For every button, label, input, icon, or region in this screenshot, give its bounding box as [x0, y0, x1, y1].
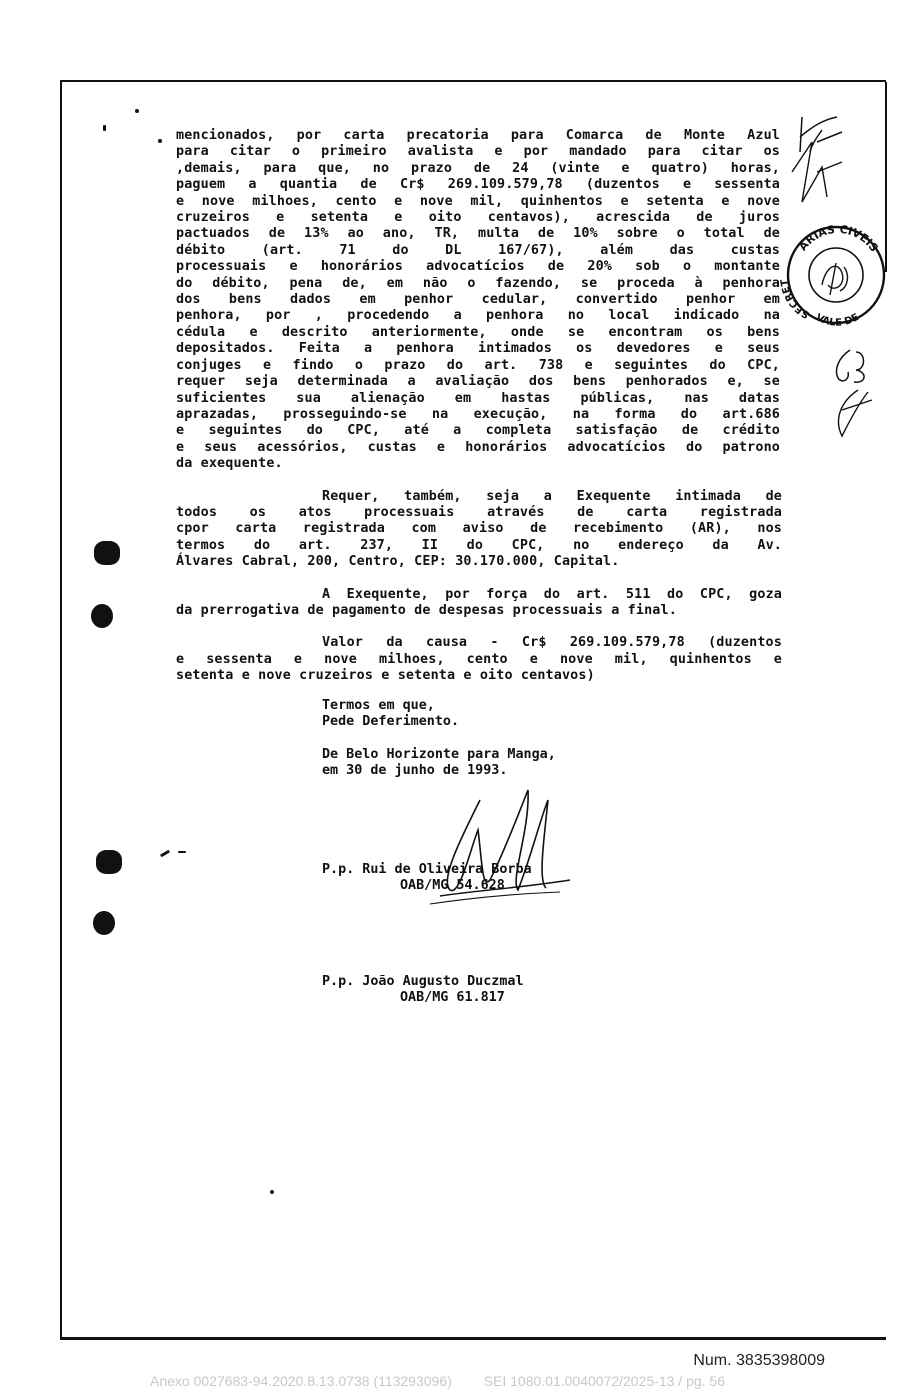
signatory-1-name: P.p. Rui de Oliveira Borba	[322, 862, 532, 877]
text-line: Álvares Cabral, 200, Centro, CEP: 30.170.000, Capital.	[176, 554, 620, 570]
handwritten-page-mark	[820, 340, 880, 440]
paragraph-3	[176, 587, 782, 620]
stamp-text-left: SECRET	[779, 278, 812, 321]
paragraph-4	[176, 635, 782, 684]
handwritten-signature	[420, 770, 580, 910]
text-line: ,demais, para que, no prazo de 24 (vinte e quatro) horas,	[176, 160, 780, 176]
court-stamp	[780, 215, 890, 330]
speck-mark	[135, 109, 139, 113]
text-line: Valor da causa - Cr$ 269.109.579,78 (duzentos	[322, 635, 782, 651]
text-line: penhora, por , procedendo a penhora no local indicado na	[176, 308, 780, 324]
petition-body	[176, 128, 780, 685]
closing-line-1: Termos em que,	[322, 698, 435, 713]
svg-text:ARIAS CIVEIS	[796, 223, 881, 255]
text-line: e nove milhoes, cento e nove mil, quinhentos e setenta e nove	[176, 193, 780, 209]
svg-text:VALE DE	[814, 312, 861, 329]
footer-reference	[150, 1373, 753, 1389]
text-line: todos os atos processuais através de carta registrada	[176, 504, 782, 520]
text-line: Requer, também, seja a Exequente intimada de	[322, 488, 782, 504]
text-line: e seguintes do CPC, até a completa satisfação de crédito	[176, 423, 780, 439]
speck-mark	[103, 125, 106, 131]
text-line: conjuges e findo o prazo do art. 738 e seguintes do CPC,	[176, 357, 780, 373]
paragraph-1	[176, 128, 780, 473]
speck-mark	[158, 139, 162, 143]
text-line: e sessenta e nove milhoes, cento e nove mil, quinhentos e	[176, 651, 782, 667]
text-line: para citar o primeiro avalista e por mandado para citar os	[176, 144, 780, 160]
text-line: aprazadas, prosseguindo-se na execução, na forma do art.686	[176, 406, 780, 422]
text-line: pactuados de 13% ao ano, TR, multa de 10% sobre o total de	[176, 226, 780, 242]
margin-initials	[782, 112, 852, 232]
stamp-text-top: ARIAS CIVEIS	[796, 222, 881, 255]
stamp-text-bottom: VALE DE	[813, 311, 861, 329]
text-line: e seus acessórios, custas e honorários advocatícios do patrono	[176, 439, 780, 455]
punch-hole	[91, 604, 113, 628]
text-line: da exequente.	[176, 456, 283, 472]
closing-block	[322, 698, 459, 731]
speck-mark	[270, 1190, 274, 1194]
signatory-2-name: P.p. João Augusto Duczmal	[322, 974, 524, 989]
punch-hole	[96, 850, 122, 874]
text-line: mencionados, por carta precatoria para Comarca de Monte Azul	[176, 128, 780, 143]
text-line: do débito, pena de, em não o fazendo, se proceda à penhora	[176, 275, 780, 291]
sei-reference: SEI 1080.01.0040072/2025-13 / pg. 56	[483, 1373, 725, 1389]
text-line: A Exequente, por força do art. 511 do CPC, goza	[322, 586, 782, 602]
text-line: setenta e nove cruzeiros e setenta e oito centavos)	[176, 668, 595, 684]
text-line: suficientes sua alienação em hastas públicas, nas datas	[176, 390, 780, 406]
signatory-2-oab: OAB/MG 61.817	[400, 990, 505, 1006]
text-line: da prerrogativa de pagamento de despesas processuais a final.	[176, 602, 677, 618]
text-line: paguem a quantia de Cr$ 269.109.579,78 (duzentos e sessenta	[176, 177, 780, 193]
text-line: processuais e honorários advocatícios de 20% sob o montante	[176, 259, 780, 275]
closing-line-2: Pede Deferimento.	[322, 714, 460, 730]
paragraph-2	[176, 489, 782, 571]
speck-mark	[178, 851, 186, 853]
text-line: cédula e descrito anteriormente, onde se encontram os bens	[176, 324, 780, 340]
date-line: em 30 de junho de 1993.	[322, 763, 508, 779]
text-line: depositados. Feita a penhora intimados os devedores e seus	[176, 341, 780, 357]
page-mark-text: 65	[820, 340, 821, 341]
text-line: cruzeiros e setenta e oito centavos), acrescida de juros	[176, 210, 780, 226]
text-line: débito (art. 71 do DL 167/67), além das custas	[176, 242, 780, 258]
text-line: dos bens dados em penhor cedular, convertido penhor em	[176, 292, 780, 308]
text-line: requer seja determinada a avaliação dos bens penhorados e, se	[176, 374, 780, 390]
document-number: Num. 3835398009	[693, 1352, 825, 1369]
svg-text:SECRET	[779, 278, 811, 320]
text-line: cpor carta registrada com aviso de recebimento (AR), nos	[176, 521, 782, 537]
punch-hole	[93, 911, 115, 935]
signatory-1-oab: OAB/MG 54.628	[400, 878, 505, 894]
punch-hole	[94, 541, 120, 565]
place-line: De Belo Horizonte para Manga,	[322, 747, 556, 762]
text-line: termos do art. 237, II do CPC, no endereço da Av.	[176, 537, 782, 553]
annex-reference: Anexo 0027683-94.2020.8.13.0738 (113293096)	[150, 1373, 452, 1389]
signatory-2	[322, 974, 524, 1007]
